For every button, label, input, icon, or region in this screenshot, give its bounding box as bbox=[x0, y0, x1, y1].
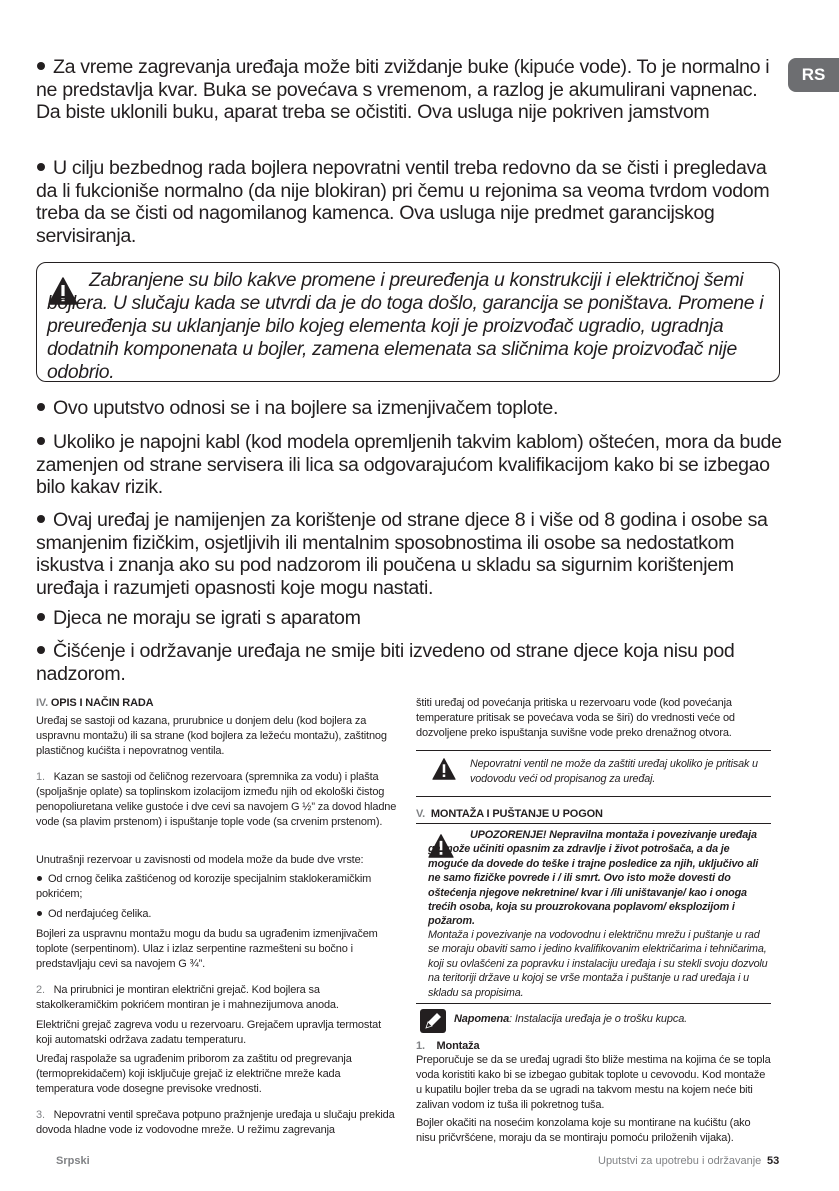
section-iv-bullet-1 bbox=[36, 872, 398, 902]
note-line bbox=[454, 1012, 774, 1027]
note-text: : Instalacija uređaja je o trošku kupca. bbox=[509, 1013, 688, 1025]
subsection-title: Montaža bbox=[436, 1040, 480, 1052]
bullet-icon bbox=[37, 646, 45, 654]
section-v-heading bbox=[416, 807, 771, 822]
paragraph-noise-text: Za vreme zagrevanja uređaja može biti zviždanje buke (kipuće vode). To je normalno i ne predstavlja kvar. Buka se povećava s vremenom, a razlog je akumulirani vapnenac. Da biste uklonili buku, aparat treba se očistiti. Ova usluga nije pokriven jamstvom bbox=[36, 56, 770, 123]
item-number: 1. bbox=[36, 771, 45, 783]
item-number: 3. bbox=[36, 1109, 45, 1121]
footer-page-number: 53 bbox=[767, 1155, 780, 1167]
bullet-icon bbox=[37, 911, 42, 916]
item-text: Nepovratni ventil sprečava potpuno pražnjenje uređaja u slučaju prekida dovoda hladne vode iz vodovodne mreže. U režimu zagrevanja bbox=[36, 1109, 395, 1136]
warning-triangle-icon bbox=[432, 758, 456, 780]
paragraph-valve bbox=[36, 157, 784, 247]
bullet-icon bbox=[37, 403, 45, 411]
paragraph-text: Ukoliko je napojni kabl (kod modela opremljenih takvim kablom) oštećen, mora da bude zamenjen od strane servisera ili lica sa odgovarajućom kvalifikacijom kako bi se izbegao bilo kakav rizik. bbox=[36, 431, 782, 498]
divider bbox=[416, 750, 771, 751]
bullet-icon bbox=[37, 62, 45, 70]
paragraph-text: Ovo uputstvo odnosi se i na bojlere sa izmenjivačem toplote. bbox=[53, 397, 559, 419]
subsection-montaza-p2: Bojler okačiti na nosećim konzolama koje su montirane na kućištu (ako nisu pričvršćene, moraju da se montiraju pomoću priloženih vijaka). bbox=[416, 1117, 751, 1144]
paragraph-cleaning bbox=[36, 640, 784, 685]
item-number: 1. bbox=[416, 1040, 425, 1052]
bullet-icon bbox=[37, 515, 45, 523]
valve-warning-text: Nepovratni ventil ne može da zaštiti uređaj ukoliko je pritisak u vodovodu veći od propisanog za uređaj. bbox=[470, 758, 758, 785]
bullet-icon bbox=[37, 437, 45, 445]
subsection-montaza-heading bbox=[416, 1039, 771, 1054]
section-iv-item-1-types: Unutrašnji rezervoar u zavisnosti od modela može da bude dve vrste: bbox=[36, 854, 364, 866]
divider bbox=[416, 796, 771, 797]
paragraph-children-use bbox=[36, 509, 784, 599]
paragraph-text: Čišćenje i održavanje uređaja ne smije biti izvedeno od strane djece koja nisu pod nadzorom. bbox=[36, 640, 735, 685]
section-iv-item-2 bbox=[36, 983, 398, 1013]
paragraph-children-play bbox=[36, 607, 784, 630]
section-title: MONTAŽA I PUŠTANJE U POGON bbox=[430, 808, 603, 820]
footer-language: Srpski bbox=[56, 1155, 90, 1167]
item-text: Na prirubnici je montiran električni grejač. Kod bojlera sa stakolkeramičkim pokrićem montiran je i mahnezijumova anoda. bbox=[36, 984, 339, 1011]
section-iv-intro: Uređaj se sastoji od kazana, prurubnice u donjem delu (kod bojlera za uspravnu montažu) ili sa strane (kod bojlera za ležeću montažu), zaštitnog plastičnog kućišta i nepovratnog ventila. bbox=[36, 715, 387, 757]
section-iv-item-1-exchanger: Bojleri za uspravnu montažu mogu da budu sa ugrađenim izmenjivačem toplote (serpentinom). Ulaz i izlaz serpentine razmešteni su bočno i predstavljaju cevi sa navojem G ¾”. bbox=[36, 928, 378, 970]
bullet-text: Od crnog čelika zaštićenog od korozije specijalnim staklokeramičkim pokrićem; bbox=[36, 873, 372, 900]
col2-continuation: štiti uređaj od povećanja pritiska u rezervoaru vode (kod povećanja temperature pritisak se povećava voda se širi) do vrednosti veće od dozvoljene preko ispuštanja suvišne vode preko drenažnog otvora. bbox=[416, 697, 735, 739]
item-number: 2. bbox=[36, 984, 45, 996]
section-number: IV. bbox=[36, 697, 48, 709]
paragraph-text: Ovaj uređaj je namijenjen za korištenje od strane djece 8 i više od 8 godina i osobe sa smanjenim fizičkim, osjetljivih ili mentalnim sposobnostima ili osobe sa nedostatkom iskustva i znanja ako su pod nadzorom ili poučena u skladu sa sigurnim korištenjem uređaja i razumjeti opasnosti koje mogu nastati. bbox=[36, 509, 768, 599]
divider bbox=[416, 823, 771, 824]
language-tab: RS bbox=[788, 58, 839, 92]
installation-warning-bold: UPOZORENJE! Nepravilna montaža i povezivanje uređaja ga može učiniti opasnim za zdravlje i život potrošača, a da je moguće da dovede do teške i trajne posledice za njih, uključivo ali ne samo fizičke povrede i / ili smrt. Ovo isto može dovesti do oštećenja njegove nekretnine/ kvar i /ili uništavanje/ kao i onoga trećih osoba, koja su prouzrokovana poplavom/ eksplozijom i požarom. bbox=[428, 829, 759, 928]
paragraph-noise bbox=[36, 56, 784, 124]
paragraph-valve-text: U cilju bezbednog rada bojlera nepovratni ventil treba redovno da se čisti i pregledava da li fukcioniše normalno (da nije blokiran) pri čemu u rejonima sa veoma tvrdom vodom treba da se čisti od nagomilanog kamenca. Ova usluga nije predmet garancijskog servisiranja. bbox=[36, 157, 770, 247]
section-iv-heading bbox=[36, 696, 398, 711]
section-iv-item-2-protection: Uređaj raspolaže sa ugrađenim priborom za zaštitu od pregrevanja (termoprekidačem) koji isključuje grejač iz električne mreže kada temperatura vode dosegne previsoke vrednosti. bbox=[36, 1053, 352, 1095]
note-pencil-icon bbox=[420, 1009, 446, 1033]
bullet-icon bbox=[37, 163, 45, 171]
divider bbox=[416, 1003, 771, 1004]
warning-box-text: Zabranjene su bilo kakve promene i preuređenja u konstrukciji i električnoj šemi bojlera. U slučaju kada se utvrdi da je do toga došlo, garancija se poništava. Promene i preuređenja su uklanjanje bilo kojeg elementa koji je proizvođač ugradio, ugradnja dodatnih komponenata u bojler, zamena elemenata sa sličnima koje proizvođač nije odobrio. bbox=[47, 269, 764, 383]
section-iv-bullet-2 bbox=[36, 907, 398, 922]
section-iv-item-2-heater: Električni grejač zagreva vodu u rezervoaru. Grejačem upravlja termostat koji automatski održava zadatu temperaturu. bbox=[36, 1019, 382, 1046]
paragraph-heat-exchanger bbox=[36, 397, 784, 420]
subsection-montaza-p1: Preporučuje se da se uređaj ugradi što bliže mestima na kojima će se topla voda koristiti kako bi se izbegao gubitak toplote u cevovodu. Kod montaže u kupatilu bojler treba da se ugradi na takvom mestu na kojem neće biti zalivan vodom iz tuša ili pokretnog tuša. bbox=[416, 1054, 771, 1111]
section-number: V. bbox=[416, 808, 426, 820]
warning-box bbox=[36, 262, 780, 382]
section-iv-item-1 bbox=[36, 770, 398, 830]
bullet-text: Od nerđajućeg čelika. bbox=[48, 908, 152, 920]
section-title: OPIS I NAČIN RADA bbox=[50, 697, 154, 709]
section-iv-item-3 bbox=[36, 1108, 398, 1138]
footer-title: Uputstvi za upotrebu i održavanje bbox=[598, 1155, 762, 1167]
bullet-icon bbox=[37, 613, 45, 621]
paragraph-text: Djeca ne moraju se igrati s aparatom bbox=[53, 607, 361, 629]
bullet-icon bbox=[37, 876, 42, 881]
paragraph-power-cable bbox=[36, 431, 784, 499]
note-label: Napomena bbox=[454, 1013, 510, 1025]
installation-warning-italic: Montaža i povezivanje na vodovodnu i električnu mrežu i puštanje u rad se moraju obaviti samo i jedino kvalifikovanim električarima i tehničarima, koji su ovlašćeni za popravku i instalaciju uređaja i su stekli svoju dozvolu na teritoriji države u kojoj se vrše montaža i puštanje u rad uređaja i u skladu sa propisima. bbox=[428, 929, 768, 999]
item-text: Kazan se sastoji od čeličnog rezervoara (spremnika za vodu) i plašta (spoljašnje oplate) sa toplinskom izolacijom između njih od ekološki čistog penopoliuretana velike gustoće i dve cevi sa navojem G ½” za dovod hladne vode (sa plavim prstenom) i ispuštanje tople vode (sa crvenim prstenom). bbox=[36, 771, 397, 828]
